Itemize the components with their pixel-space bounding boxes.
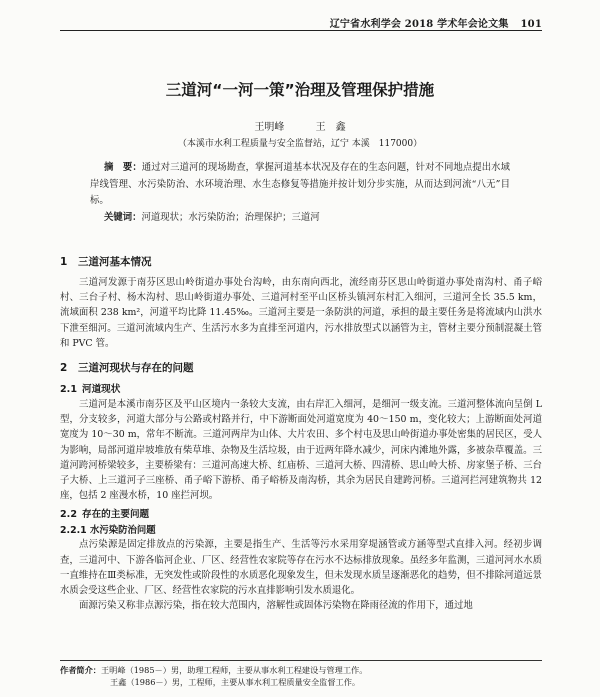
page-number: 101 bbox=[520, 19, 542, 30]
subsubsection-number: 2.2.1 bbox=[60, 525, 87, 537]
section-heading bbox=[60, 254, 542, 269]
paragraph: 三道河发源于南芬区思山岭街道办事处台沟岭，由东南向西北，流经南芬区思山岭街道办事处南沟村、甬子峪村、三台子村、杨木沟村、思山岭街道办事处、三道河村至平山区桥头镇河东村汇入细河，三道河全长 35.5 km，流域面积 238 km²，河道平均比降 11.45‰。三道河主要是一条防洪的河道，承担的最主要任务是将流域内山洪水下泄至细河。三道河流域内生产、生活污水多为直排至河道内，污水排放型式以涵管为主，管材主要分预制混凝土管和 PVC 管。 bbox=[60, 277, 542, 349]
subsection-title: 存在的主要问题 bbox=[82, 509, 150, 521]
paragraph: 面源污染又称非点源污染，指在较大范围内，溶解性或固体污染物在降雨径流的作用下，通过地 bbox=[79, 600, 473, 612]
section-title: 三道河基本情况 bbox=[78, 256, 152, 268]
section-number: 1 bbox=[60, 256, 68, 268]
author-footnote bbox=[60, 660, 542, 688]
keywords-text: 河道现状；水污染防治；治理保护；三道河 bbox=[141, 211, 320, 223]
author-line bbox=[0, 118, 600, 133]
section-2 bbox=[60, 354, 542, 613]
subsubsection-title: 水污染防治问题 bbox=[90, 525, 156, 537]
subsection-title: 河道现状 bbox=[82, 384, 121, 395]
paragraph: 点污染源是固定排放点的污染源，主要是指生产、生活等污水采用穿堤涵管或方涵等型式直排入河。经初步调查，三道河中、下游各临河企业、厂区、经营性农家院等存在污水不达标排放现象。虽经多年监测，三道河河水水质一直维持在Ⅲ类标准，无突发性或阶段性的水质恶化现象发生，但未发现水质呈逐渐恶化的趋势，但不排除河道远景水质会受这些企业、厂区、经营性农家院的污水直排影响引发水质退化。 bbox=[60, 539, 542, 597]
running-header bbox=[60, 10, 542, 31]
subsection-heading bbox=[60, 381, 542, 395]
footnote-text-1: 王明峰（1985－）男，助理工程师，主要从事水利工程建设与管理工作。 bbox=[100, 665, 368, 675]
keywords bbox=[90, 210, 510, 227]
section-1 bbox=[60, 248, 542, 351]
abstract-block bbox=[90, 160, 510, 226]
subsubsection-heading bbox=[60, 522, 542, 536]
running-header-title: 辽宁省水利学会 2018 学术年会论文集 bbox=[329, 19, 509, 30]
author-2: 王 鑫 bbox=[315, 122, 346, 133]
section-title: 三道河现状与存在的问题 bbox=[78, 362, 194, 374]
keywords-label: 关键词： bbox=[104, 211, 142, 223]
subsection-number: 2.1 bbox=[60, 384, 77, 395]
abstract bbox=[90, 160, 510, 210]
abstract-text: 通过对三道河的现场勘查，掌握河道基本状况及存在的生态问题，针对不同地点提出水域岸线管理、水污染防治、水环境治理、水生态修复等措施并按计划分步实施，从而达到河流“八无”目标。 bbox=[90, 162, 510, 206]
paper-title: 三道河“一河一策”治理及管理保护措施 bbox=[165, 81, 435, 99]
section-heading bbox=[60, 360, 542, 375]
paragraph: 三道河是本溪市南芬区及平山区境内一条较大支流，由右岸汇入细河，是细河一级支流。三道河整体流向呈倒 L 型，分支较多，河道大部分与公路或村路并行，中下游断面处河道宽度为 40～150 m，变化较大；上游断面处河道宽度为 10～30 m，常年不断流。三道河两岸为山体、大片农田、多个村屯及思山岭街道办事处密集的居民区，受人为影响，局部河道岸坡堆放有柴草堆、杂物及生活垃圾，由于近两年降水减少，河床内滩地外露，多被杂草覆盖。三道河跨河桥梁较多，主要桥梁有：三道河高速大桥、红庙桥、三道河大桥、四清桥、思山岭大桥、房家堡子桥、三台子大桥、上三道河子三座桥、甬子峪下游桥、甬子峪桥及南沟桥，其余为居民自建跨河桥。三道河拦河建筑物共 12 座，包括 2 座漫水桥，10 座拦河坝。 bbox=[60, 399, 542, 502]
subsection-heading bbox=[60, 506, 542, 520]
footnote-line-2: 王鑫（1986－）男，工程师，主要从事水利工程质量安全监督工作。 bbox=[110, 677, 361, 687]
affiliation: （本溪市水利工程质量与安全监督站，辽宁 本溪 117000） bbox=[177, 139, 423, 149]
footnote-line-1 bbox=[60, 664, 542, 676]
footnote-label: 作者简介： bbox=[60, 665, 101, 675]
section-number: 2 bbox=[60, 362, 68, 374]
author-1: 王明峰 bbox=[254, 122, 285, 133]
abstract-label: 摘 要： bbox=[104, 162, 142, 173]
subsection-number: 2.2 bbox=[60, 509, 77, 521]
